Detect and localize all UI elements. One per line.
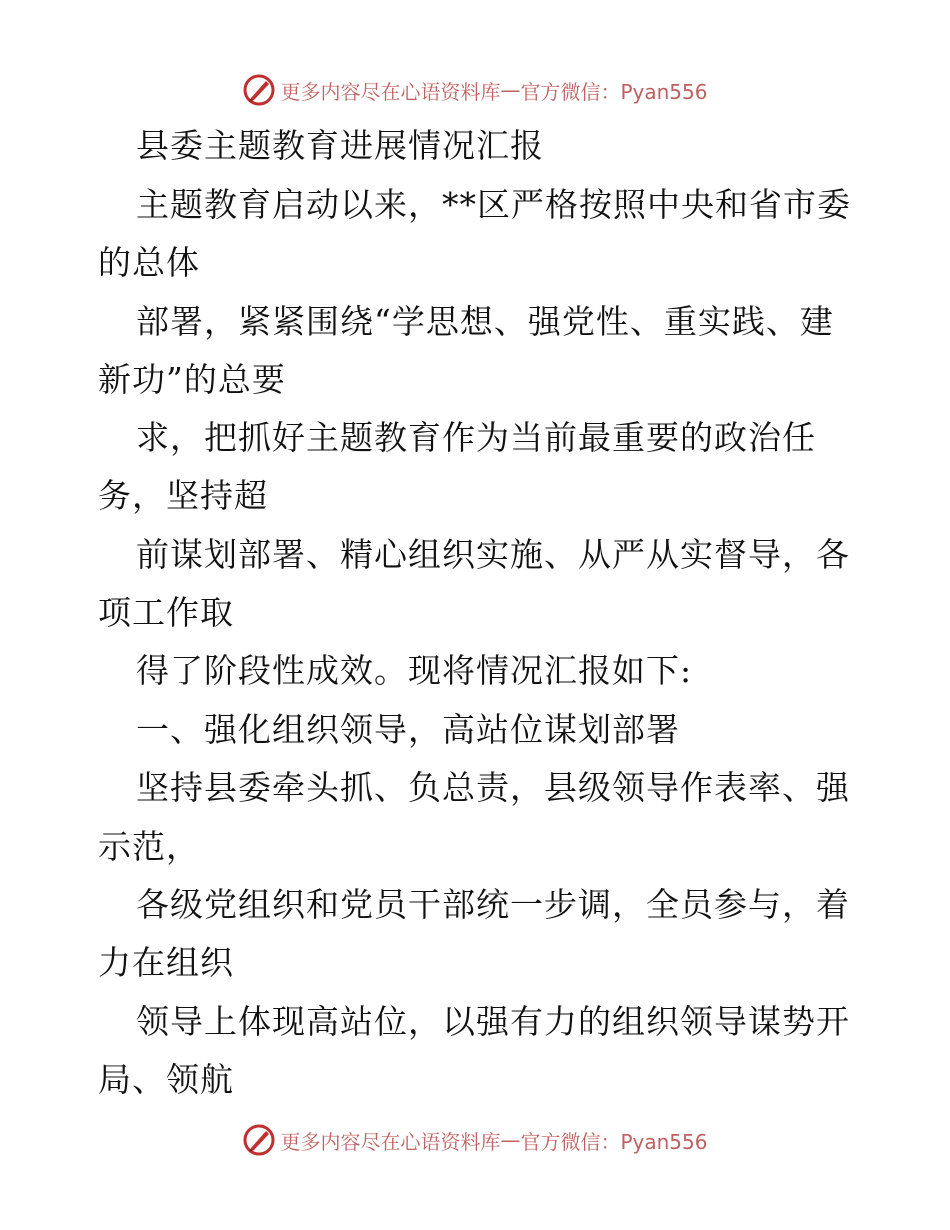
watermark-separator: — <box>500 78 521 102</box>
paragraph-line: 力在组织 <box>98 943 234 982</box>
watermark-contact: 官方微信：Pyan556 <box>520 79 708 104</box>
paragraph-line: 求，把抓好主题教育作为当前最重要的政治任 <box>136 418 816 457</box>
paragraph-line: 务，坚持超 <box>98 476 268 515</box>
paragraph-line: 示范， <box>98 827 200 866</box>
paragraph-line: 坚持县委牵头抓、负总责，县级领导作表率、强 <box>136 768 850 807</box>
paragraph-line: 局、领航 <box>98 1060 234 1099</box>
watermark-brand: 更多内容尽在心语资料库 <box>280 79 501 104</box>
watermark-separator: — <box>500 1128 521 1152</box>
paragraph-line: 新功”的总要 <box>98 360 286 399</box>
paragraph-line: 的总体 <box>98 243 200 282</box>
paragraph-line: 得了阶段性成效。现将情况汇报如下: <box>136 651 693 690</box>
quill-pen-seal-icon <box>242 1123 276 1157</box>
watermark-brand: 更多内容尽在心语资料库 <box>280 1129 501 1154</box>
paragraph-line: 主题教育启动以来，**区严格按照中央和省市委 <box>136 185 851 224</box>
document-title: 县委主题教育进展情况汇报 <box>136 126 544 165</box>
paragraph-line: 项工作取 <box>98 593 234 632</box>
paragraph-line: 前谋划部署、精心组织实施、从严从实督导，各 <box>136 535 850 574</box>
paragraph-line: 领导上体现高站位，以强有力的组织领导谋势开 <box>136 1002 850 1041</box>
section-heading: 一、强化组织领导，高站位谋划部署 <box>136 710 680 749</box>
footer-watermark <box>0 1120 950 1160</box>
paragraph-line: 部署，紧紧围绕“学思想、强党性、重实践、建 <box>136 302 834 341</box>
watermark-contact: 官方微信：Pyan556 <box>520 1129 708 1154</box>
paragraph-line: 各级党组织和党员干部统一步调，全员参与，着 <box>136 885 850 924</box>
